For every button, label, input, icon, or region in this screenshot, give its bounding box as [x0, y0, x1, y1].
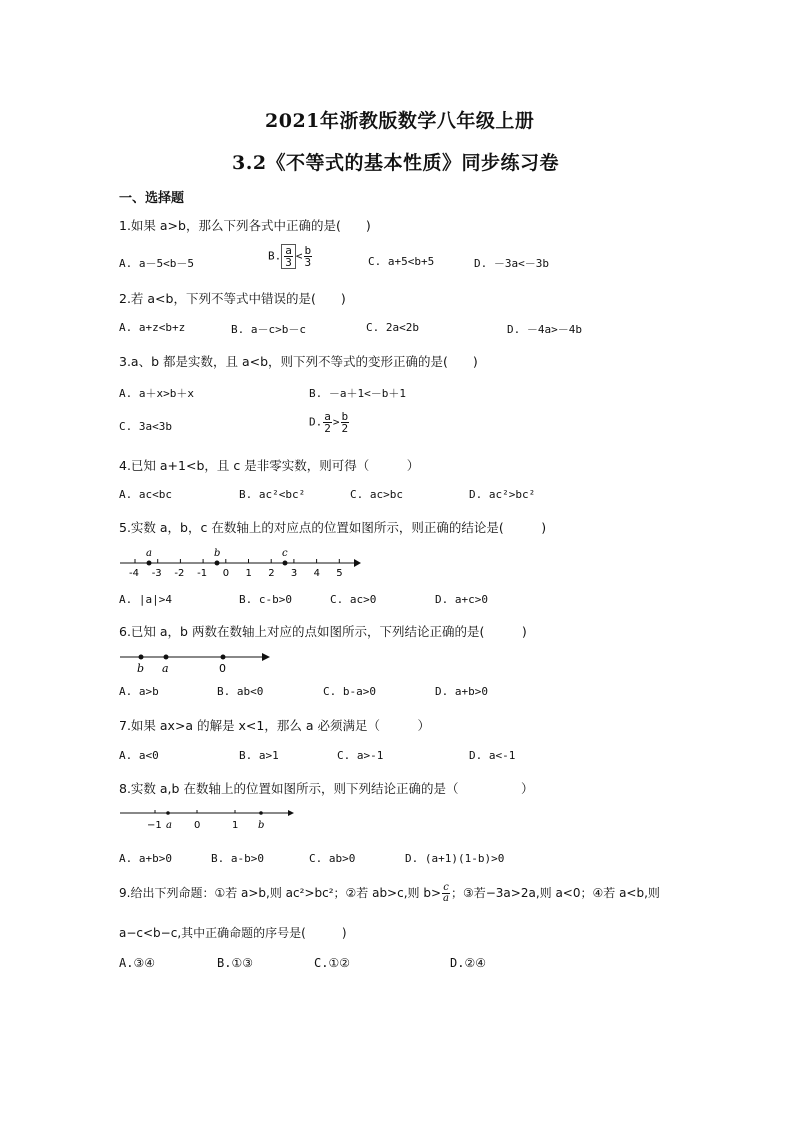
label-one: 1 [232, 820, 239, 831]
question-3-option-b: B. －a＋1<－b＋1 [309, 387, 406, 400]
label-b: b [258, 820, 265, 831]
question-7-stem: 7.如果 ax>a 的解是 x<1，那么 a 必须满足（ ） [119, 718, 430, 733]
label-zero: 0 [194, 820, 201, 831]
tick-label: -1 [197, 568, 208, 579]
question-8-option-d: D. (a+1)(1-b)>0 [405, 852, 505, 865]
label-a: a [166, 820, 172, 831]
question-4-option-b: B. ac²<bc² [239, 488, 306, 501]
tick-label: 3 [290, 568, 298, 579]
question-2-option-c: C. 2a<2b [366, 321, 419, 334]
label-neg1: −1 [147, 820, 162, 831]
point-b [259, 811, 263, 815]
question-9-option-b: B.①③ [217, 956, 253, 970]
question-2-stem: 2.若 a<b，下列不等式中错误的是( ) [119, 291, 346, 306]
question-2-option-b: B. a－c>b－c [231, 323, 306, 336]
question-5-number-line [118, 543, 363, 579]
tick-label: -2 [174, 568, 185, 579]
tick-label: 4 [313, 568, 320, 579]
question-1-option-c: C. a+5<b+5 [368, 255, 435, 268]
question-8-stem: 8.实数 a,b 在数轴上的位置如图所示，则下列结论正确的是（ ） [119, 781, 534, 796]
question-4-option-a: A. ac<bc [119, 488, 172, 501]
question-4-option-c: C. ac>bc [350, 488, 403, 501]
question-6-option-c: C. b-a>0 [323, 685, 376, 698]
tick-label: 2 [268, 568, 275, 579]
question-3-option-c: C. 3a<3b [119, 420, 172, 433]
tick-label: 5 [336, 568, 343, 579]
point-zero [221, 655, 226, 660]
point-b [215, 561, 220, 566]
point-b [139, 655, 144, 660]
question-1-stem: 1.如果 a>b，那么下列各式中正确的是( ) [119, 218, 371, 233]
question-6-option-a: A. a>b [119, 685, 159, 698]
label-c: c [282, 548, 288, 559]
question-9-option-d: D.②④ [450, 956, 486, 970]
question-8-number-line [118, 805, 298, 833]
question-7-option-d: D. a<-1 [469, 749, 516, 762]
label-zero: 0 [219, 662, 226, 675]
question-2-option-a: A. a+z<b+z [119, 321, 186, 334]
label-a: a [162, 662, 169, 675]
question-1-option-d: D. －3a<－3b [474, 257, 549, 270]
question-5-option-a: A. |a|>4 [119, 593, 172, 606]
point-c [283, 561, 288, 566]
section-heading: 一、选择题 [119, 191, 185, 206]
point-a [166, 811, 170, 815]
question-8-option-c: C. ab>0 [309, 852, 356, 865]
question-4-stem: 4.已知 a+1<b，且 c 是非零实数，则可得（ ） [119, 458, 420, 473]
question-8-option-a: A. a+b>0 [119, 852, 172, 865]
question-4-option-d: D. ac²>bc² [469, 488, 536, 501]
question-3-option-a: A. a＋x>b＋x [119, 387, 194, 400]
question-1-option-a: A. a－5<b－5 [119, 257, 194, 270]
question-9-stem-line2: a−c<b−c,其中正确命题的序号是( ) [119, 926, 347, 940]
question-5-option-c: C. ac>0 [330, 593, 377, 606]
question-5-option-b: B. c-b>0 [239, 593, 292, 606]
question-6-option-d: D. a+b>0 [435, 685, 488, 698]
tick-label: 0 [222, 568, 230, 579]
question-6-stem: 6.已知 a，b 两数在数轴上对应的点如图所示，下列结论正确的是( ) [119, 624, 527, 639]
point-a [164, 655, 169, 660]
question-8-option-b: B. a-b>0 [211, 852, 264, 865]
question-7-option-c: C. a>-1 [337, 749, 384, 762]
tick-label: 1 [245, 568, 252, 579]
question-5-stem: 5.实数 a，b，c 在数轴上的对应点的位置如图所示，则正确的结论是( ) [119, 520, 547, 535]
question-9-option-c: C.①② [314, 956, 350, 970]
page-subtitle: 3.2《不等式的基本性质》同步练习卷 [232, 152, 560, 174]
question-7-option-a: A. a<0 [119, 749, 159, 762]
label-a: a [146, 548, 152, 559]
tick-label: -4 [129, 568, 139, 579]
question-2-option-d: D. －4a>－4b [507, 323, 582, 336]
question-3-option-d: D. $\frac{a}{2}$ > $\frac{b}{2}$ [309, 410, 349, 435]
label-b: b [137, 662, 145, 675]
question-7-option-b: B. a>1 [239, 749, 279, 762]
question-9-stem-line1: 9.给出下列命题：①若 a>b,则 ac²>bc²；②若 ab>c,则 b> $\frac{c}{a}$ ；③若−3a>2a,则 a<0；④若 a<b,则 [119, 882, 660, 904]
question-6-number-line [118, 647, 273, 675]
question-3-stem: 3.a、b 都是实数，且 a<b，则下列不等式的变形正确的是( ) [119, 354, 478, 369]
question-6-option-b: B. ab<0 [217, 685, 264, 698]
tick-label: -3 [151, 568, 162, 579]
question-1-option-b: B. $\frac{a}{3}$ < $\frac{b}{3}$ [268, 244, 312, 269]
label-b: b [214, 548, 221, 559]
question-9-option-a: A.③④ [119, 956, 155, 970]
point-a [147, 561, 152, 566]
question-5-option-d: D. a+c>0 [435, 593, 488, 606]
page-title: 2021年浙教版数学八年级上册 [265, 110, 535, 132]
